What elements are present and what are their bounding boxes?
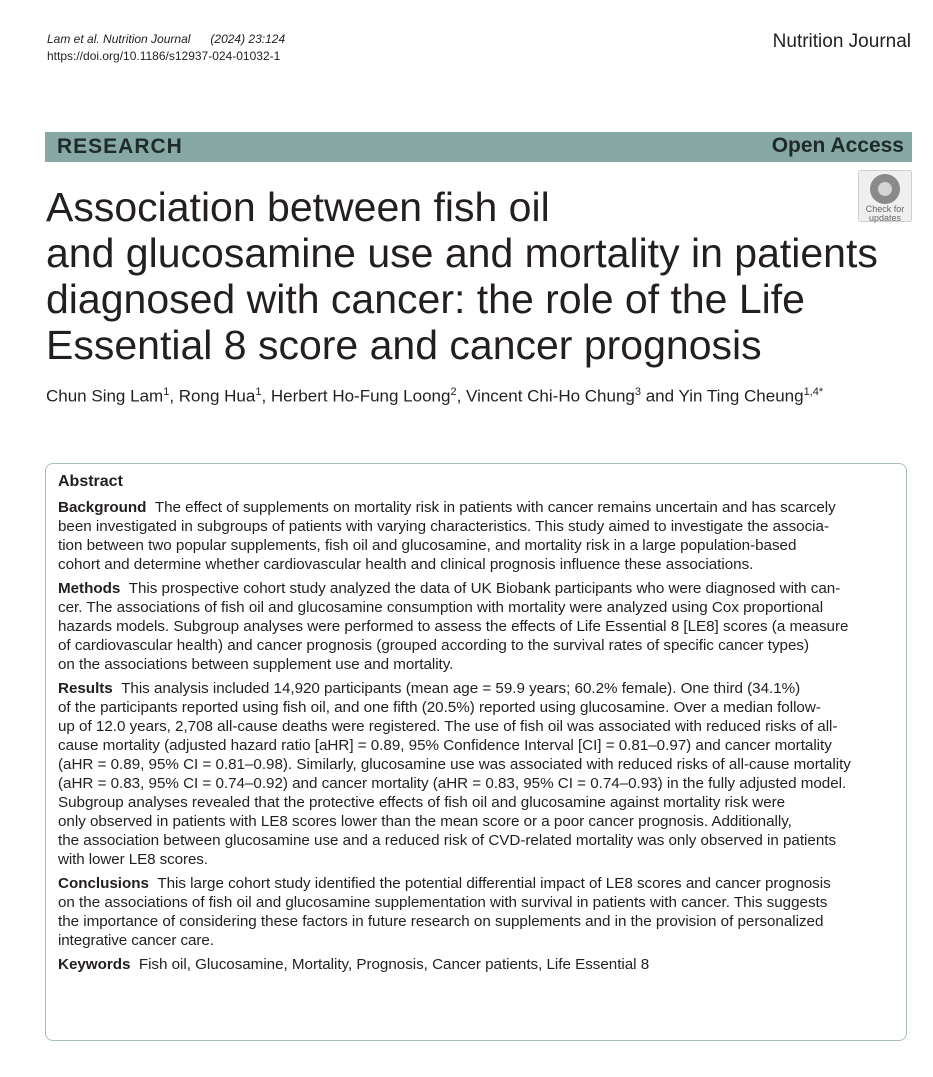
citation-line [47,31,285,48]
abstract-methods [58,579,898,674]
author-affiliation: 1 [255,386,262,398]
methods-line: of cardiovascular health) and cancer prognosis (grouped according to the survival rates of specific cancer types) [58,637,810,654]
doi-link[interactable]: https://doi.org/10.1186/s12937-024-01032-1 [47,49,281,63]
author-list [46,386,823,407]
author-name[interactable]: Herbert Ho-Fung Loong [270,386,451,406]
results-line: This analysis included 14,920 participants (mean age = 59.9 years; 60.2% female). One third (34.1%) [121,680,801,697]
abstract-background [58,498,898,574]
citation-volume: (2024) 23:124 [210,32,286,46]
results-line: of the participants reported using fish oil, and one fifth (20.5%) reported using glucosamine. Over a median follow- [58,699,821,716]
author-name[interactable]: Yin Ting Cheung [678,386,804,406]
results-line: cause mortality (adjusted hazard ratio [aHR] = 0.89, 95% Confidence Interval [CI] = 0.81–0.97) and cancer mortality [58,737,832,754]
methods-line: This prospective cohort study analyzed the data of UK Biobank participants who were diagnosed with can- [128,580,841,597]
article-type-label: RESEARCH [57,135,183,158]
abstract-heading: Abstract [58,473,123,490]
author-affiliation: 3 [634,386,641,398]
article-title [46,184,886,368]
results-line: only observed in patients with LE8 scores lower than the mean score or a poor cancer prognosis. Additionally, [58,813,792,830]
background-line: been investigated in subgroups of patients with varying characteristics. This study aimed to investigate the associa- [58,518,830,535]
title-line: Essential 8 score and cancer prognosis [46,322,762,368]
methods-line: hazards models. Subgroup analyses were performed to assess the effects of Life Essential 8 [LE8] scores (a measure [58,618,849,635]
citation-header [47,31,285,65]
methods-line: cer. The associations of fish oil and glucosamine consumption with mortality were analyzed using Cox proportional [58,599,824,616]
author-affiliation: 2 [450,386,457,398]
author-affiliation: 1 [163,386,170,398]
results-line: with lower LE8 scores. [58,851,208,868]
abstract-conclusions [58,874,898,950]
author-separator: , [456,386,467,406]
abstract-box [45,463,907,1041]
results-line: (aHR = 0.89, 95% CI = 0.81–0.98). Similarly, glucosamine use was associated with reduced risks of all-cause mortality [58,756,851,773]
author-name[interactable]: Vincent Chi-Ho Chung [466,386,635,406]
title-line: diagnosed with cancer: the role of the Life [46,276,805,322]
methods-line: on the associations between supplement use and mortality. [58,656,454,673]
abstract-keywords [58,955,898,974]
results-line: the association between glucosamine use and a reduced risk of CVD-related mortality was only observed in patients [58,832,837,849]
conclusions-line: on the associations of fish oil and glucosamine supplementation with survival in patients with cancer. This suggests [58,894,828,911]
title-line: and glucosamine use and mortality in patients [46,230,878,276]
conclusions-line: integrative cancer care. [58,932,214,949]
background-label: Background [58,499,147,516]
conclusions-label: Conclusions [58,875,149,892]
background-line: cohort and determine whether cardiovascular health and clinical prognosis influence these associations. [58,556,754,573]
title-line: Association between fish oil [46,184,550,230]
conclusions-line: the importance of considering these factors in future research on supplements and in the provision of personalized [58,913,824,930]
author-separator: , [169,386,179,406]
author-separator: and [641,386,679,406]
results-line: Subgroup analyses revealed that the protective effects of fish oil and glucosamine against mortality risk were [58,794,786,811]
open-access-label[interactable]: Open Access [771,134,904,157]
conclusions-line: This large cohort study identified the potential differential impact of LE8 scores and cancer prognosis [157,875,831,892]
background-line: The effect of supplements on mortality risk in patients with cancer remains uncertain and has scarcely [154,499,836,516]
author-affiliation: 1,4* [803,386,824,398]
author-name[interactable]: Chun Sing Lam [46,386,164,406]
abstract-results [58,679,898,869]
results-line: (aHR = 0.83, 95% CI = 0.74–0.92) and cancer mortality (aHR = 0.83, 95% CI = 0.74–0.93) in the fully adjusted model. [58,775,847,792]
citation-authors: Lam et al. Nutrition Journal [47,32,191,46]
check-updates-line1: Check for [865,204,905,214]
author-name[interactable]: Rong Hua [178,386,256,406]
article-type-banner [45,132,912,162]
keywords-text: Fish oil, Glucosamine, Mortality, Prognosis, Cancer patients, Life Essential 8 [138,956,650,973]
author-separator: , [261,386,271,406]
background-line: tion between two popular supplements, fish oil and glucosamine, and mortality risk in a large population-based [58,537,797,554]
keywords-label: Keywords [58,956,131,973]
journal-name: Nutrition Journal [772,31,911,52]
methods-label: Methods [58,580,121,597]
results-label: Results [58,680,113,697]
results-line: up of 12.0 years, 2,708 all-cause deaths were registered. The use of fish oil was associated with reduced risks of all- [58,718,838,735]
check-updates-line2: updates [868,213,902,223]
